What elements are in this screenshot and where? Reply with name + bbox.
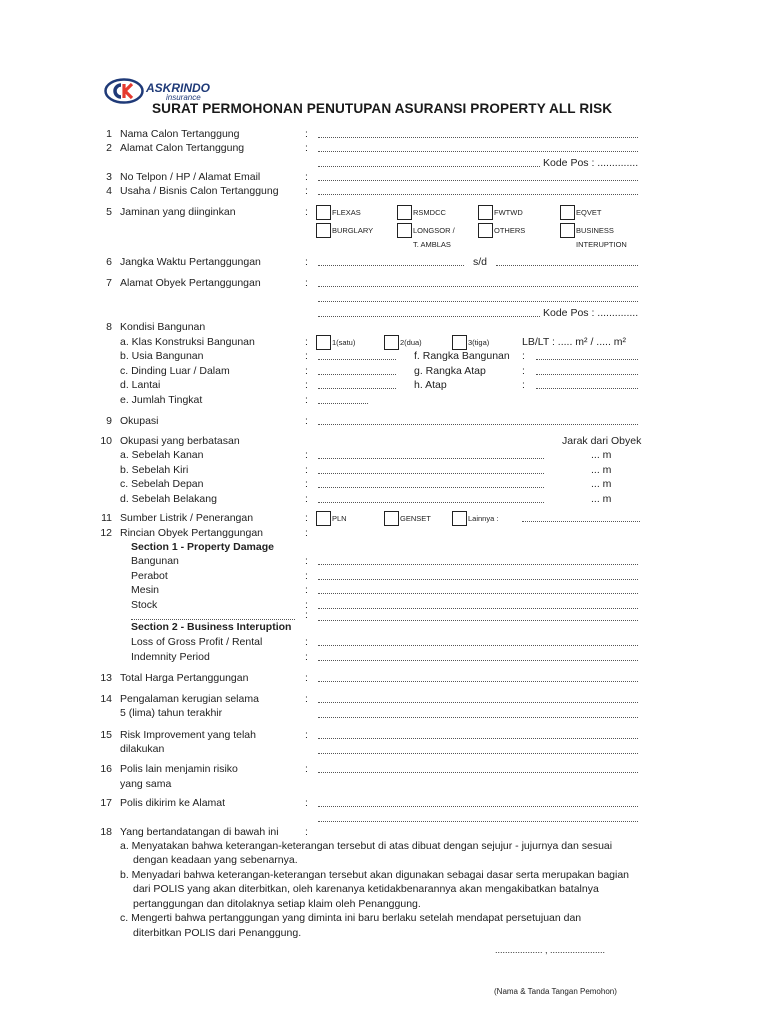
label-depan: c. Sebelah Depan <box>120 478 204 490</box>
label-rangka-atap: g. Rangka Atap <box>414 365 486 377</box>
atap-field[interactable] <box>536 388 638 389</box>
colon: : <box>305 365 308 377</box>
label-listrik: Sumber Listrik / Penerangan <box>120 512 254 524</box>
colon: : <box>305 636 308 648</box>
label-risk: Risk Improvement yang telah <box>120 729 256 741</box>
usaha-field[interactable] <box>318 194 638 195</box>
checkbox-others[interactable] <box>478 223 493 238</box>
checkbox-klas-2[interactable] <box>384 335 399 350</box>
label-pengalaman: Pengalaman kerugian selama <box>120 693 259 705</box>
perabot-field[interactable] <box>318 579 638 580</box>
checkbox-klas-1[interactable] <box>316 335 331 350</box>
lainnya-field[interactable] <box>522 521 640 522</box>
extra-field[interactable] <box>318 620 638 621</box>
label-kiri: b. Sebelah Kiri <box>120 464 189 476</box>
label-alamat-obyek: Alamat Obyek Pertanggungan <box>120 277 261 289</box>
rangka-atap-field[interactable] <box>536 374 638 375</box>
colon: : <box>305 826 308 838</box>
colon: : <box>305 379 308 391</box>
label-risk-2: dilakukan <box>120 743 165 755</box>
label-atap: h. Atap <box>414 379 447 391</box>
kodepos-label: Kode Pos : .............. <box>543 157 639 169</box>
label-dinding: c. Dinding Luar / Dalam <box>120 365 230 377</box>
option-klas-3: 3(tiga) <box>468 338 490 347</box>
colon: : <box>305 599 308 611</box>
colon: : <box>305 336 308 348</box>
section-1-title: Section 1 - Property Damage <box>131 541 274 553</box>
colon: : <box>305 478 308 490</box>
colon: : <box>305 609 308 621</box>
kodepos-label: Kode Pos : .............. <box>543 307 639 319</box>
item-number: 13 <box>100 672 112 684</box>
checkbox-pln[interactable] <box>316 511 331 526</box>
colon: : <box>305 142 308 154</box>
label-belakang: d. Sebelah Belakang <box>120 493 217 505</box>
meter-depan[interactable]: ... m <box>591 478 612 490</box>
item-number: 5 <box>106 206 112 218</box>
label-polis-dikirim: Polis dikirim ke Alamat <box>120 797 226 809</box>
checkbox-flexas[interactable] <box>316 205 331 220</box>
label-jaminan: Jaminan yang diinginkan <box>120 206 236 218</box>
bangunan-field[interactable] <box>318 564 638 565</box>
option-amblas: T. AMBLAS <box>413 240 451 249</box>
colon: : <box>305 185 308 197</box>
colon: : <box>305 797 308 809</box>
label-total: Total Harga Pertanggungan <box>120 672 249 684</box>
label-tingkat: e. Jumlah Tingkat <box>120 394 203 406</box>
item-number: 14 <box>100 693 112 705</box>
label-usia: b. Usia Bangunan <box>120 350 204 362</box>
label-pengalaman-2: 5 (lima) tahun terakhir <box>120 707 223 719</box>
checkbox-business[interactable] <box>560 223 575 238</box>
checkbox-genset[interactable] <box>384 511 399 526</box>
askrindo-logo-mark-icon <box>104 78 144 104</box>
item-number: 8 <box>106 321 112 333</box>
belakang-field[interactable] <box>318 502 544 503</box>
label-okupasi: Okupasi <box>120 415 159 427</box>
option-eqvet: EQVET <box>576 208 602 217</box>
okupasi-field[interactable] <box>318 424 638 425</box>
label-kondisi: Kondisi Bangunan <box>120 321 206 333</box>
label-kanan: a. Sebelah Kanan <box>120 449 204 461</box>
kanan-field[interactable] <box>318 458 544 459</box>
place-date-field[interactable]: ................... , ...................... <box>495 945 606 955</box>
colon: : <box>305 693 308 705</box>
meter-belakang[interactable]: ... m <box>591 493 612 505</box>
option-flexas: FLEXAS <box>332 208 361 217</box>
statement-b-line3: pertanggungan dan ditolaknya setiap klaim oleh Penanggung. <box>133 898 421 910</box>
colon: : <box>305 527 308 539</box>
brand-tagline: insurance <box>166 93 201 102</box>
telpon-field[interactable] <box>318 180 638 181</box>
option-klas-2: 2(dua) <box>400 338 422 347</box>
item-number: 9 <box>106 415 112 427</box>
label-usaha: Usaha / Bisnis Calon Tertanggung <box>120 185 279 197</box>
alamat-obyek-field[interactable] <box>318 286 638 287</box>
statement-a-line2: dengan keadaan yang sebenarnya. <box>133 854 298 866</box>
section-divider <box>131 619 295 620</box>
option-others: OTHERS <box>494 226 526 235</box>
label-rincian: Rincian Obyek Pertanggungan <box>120 527 264 539</box>
colon: : <box>305 449 308 461</box>
label-perabot: Perabot <box>131 570 168 582</box>
jangka-to-field[interactable] <box>496 265 638 266</box>
colon: : <box>305 584 308 596</box>
dinding-field[interactable] <box>318 374 396 375</box>
colon: : <box>305 171 308 183</box>
option-rsmdcc: RSMDCC <box>413 208 446 217</box>
statement-c-line1: c. Mengerti bahwa pertanggungan yang diminta ini baru berlaku setelah mendapat persetujuan dan <box>120 912 582 924</box>
item-number: 18 <box>100 826 112 838</box>
option-longsor: LONGSOR / <box>413 226 455 235</box>
item-number: 2 <box>106 142 112 154</box>
loss-gross-profit-field[interactable] <box>318 645 638 646</box>
colon: : <box>522 365 525 377</box>
statement-b-line1: b. Menyadari bahwa keterangan-keterangan tersebut akan digunakan sebagai dasar serta merupakan bagian <box>120 869 630 881</box>
statement-a-line1: a. Menyatakan bahwa keterangan-keterangan tersebut di atas dibuat dengan sejujur - jujurnya dan sesuai <box>120 840 613 852</box>
item-number: 12 <box>100 527 112 539</box>
lblt-field[interactable]: LB/LT : ..... m² / ..... m² <box>522 336 627 348</box>
polis-lain-field[interactable] <box>318 772 638 773</box>
pengalaman-field[interactable] <box>318 702 638 703</box>
item-number: 6 <box>106 256 112 268</box>
colon: : <box>305 651 308 663</box>
colon: : <box>522 350 525 362</box>
option-business: BUSINESS <box>576 226 614 235</box>
label-jarak: Jarak dari Obyek <box>562 435 642 447</box>
label-bangunan: Bangunan <box>131 555 179 567</box>
item-number: 1 <box>106 128 112 140</box>
label-alamat: Alamat Calon Tertanggung <box>120 142 245 154</box>
label-rangka-bangunan: f. Rangka Bangunan <box>414 350 510 362</box>
option-genset: GENSET <box>400 514 431 523</box>
tingkat-field[interactable] <box>318 403 368 404</box>
label-klas: a. Klas Konstruksi Bangunan <box>120 336 255 348</box>
checkbox-longsor[interactable] <box>397 223 412 238</box>
option-klas-1: 1(satu) <box>332 338 356 347</box>
polis-dikirim-field-2[interactable] <box>318 821 638 822</box>
depan-field[interactable] <box>318 487 544 488</box>
colon: : <box>305 256 308 268</box>
colon: : <box>305 415 308 427</box>
checkbox-eqvet[interactable] <box>560 205 575 220</box>
checkbox-fwtwd[interactable] <box>478 205 493 220</box>
label-polis-lain-2: yang sama <box>120 778 172 790</box>
label-polis-lain: Polis lain menjamin risiko <box>120 763 238 775</box>
option-pln: PLN <box>332 514 347 523</box>
checkbox-klas-3[interactable] <box>452 335 467 350</box>
label-mesin: Mesin <box>131 584 160 596</box>
polis-dikirim-field[interactable] <box>318 806 638 807</box>
option-burglary: BURGLARY <box>332 226 374 235</box>
colon: : <box>305 555 308 567</box>
alamat-obyek-field-2[interactable] <box>318 301 638 302</box>
option-lainnya: Lainnya : <box>468 514 499 523</box>
colon: : <box>305 277 308 289</box>
indemnity-field[interactable] <box>318 660 638 661</box>
item-number: 3 <box>106 171 112 183</box>
colon: : <box>305 729 308 741</box>
checkbox-burglary[interactable] <box>316 223 331 238</box>
item-number: 7 <box>106 277 112 289</box>
kiri-field[interactable] <box>318 473 544 474</box>
label-telpon: No Telpon / HP / Alamat Email <box>120 171 261 183</box>
section-2-title: Section 2 - Business Interuption <box>131 621 292 633</box>
alamat-obyek-field-3[interactable] <box>318 316 540 317</box>
form-title: SURAT PERMOHONAN PENUTUPAN ASURANSI PROPERTY ALL RISK <box>152 101 613 116</box>
colon: : <box>522 379 525 391</box>
item-number: 17 <box>100 797 112 809</box>
statement-c-line2: diterbitkan POLIS dari Penanggung. <box>133 927 302 939</box>
jangka-from-field[interactable] <box>318 265 464 266</box>
usia-field[interactable] <box>318 359 396 360</box>
label-bertandatangan: Yang bertandatangan di bawah ini <box>120 826 279 838</box>
mesin-field[interactable] <box>318 593 638 594</box>
label-loss-gross-profit: Loss of Gross Profit / Rental <box>131 636 263 648</box>
meter-kiri[interactable]: ... m <box>591 464 612 476</box>
stock-field[interactable] <box>318 608 638 609</box>
option-fwtwd: FWTWD <box>494 208 523 217</box>
colon: : <box>305 570 308 582</box>
label-stock: Stock <box>131 599 158 611</box>
item-number: 16 <box>100 763 112 775</box>
label-okupasi-berbatasan: Okupasi yang berbatasan <box>120 435 240 447</box>
brand-name: ASKRINDO <box>146 81 211 95</box>
lantai-field[interactable] <box>318 388 396 389</box>
nama-field[interactable] <box>318 137 638 138</box>
checkbox-lainnya[interactable] <box>452 511 467 526</box>
colon: : <box>305 464 308 476</box>
colon: : <box>305 493 308 505</box>
label-nama: Nama Calon Tertanggung <box>120 128 240 140</box>
meter-kanan[interactable]: ... m <box>591 449 612 461</box>
rangka-bangunan-field[interactable] <box>536 359 638 360</box>
statement-b-line2: dari POLIS yang akan diterbitkan, oleh karenanya ketidakbenarannya akan mengakibatkan batalnya <box>133 883 599 895</box>
option-interuption: INTERUPTION <box>576 240 627 249</box>
item-number: 11 <box>101 512 112 524</box>
checkbox-rsmdcc[interactable] <box>397 205 412 220</box>
pengalaman-field-2[interactable] <box>318 717 638 718</box>
colon: : <box>305 512 308 524</box>
item-number: 15 <box>100 729 112 741</box>
sd-label: s/d <box>473 256 488 268</box>
label-indemnity: Indemnity Period <box>131 651 210 663</box>
colon: : <box>305 206 308 218</box>
colon: : <box>305 763 308 775</box>
label-jangka: Jangka Waktu Pertanggungan <box>120 256 261 268</box>
total-field[interactable] <box>318 681 638 682</box>
label-lantai: d. Lantai <box>120 379 161 391</box>
risk-field[interactable] <box>318 738 638 739</box>
alamat-field-2[interactable] <box>318 166 540 167</box>
colon: : <box>305 394 308 406</box>
item-number: 4 <box>106 185 112 197</box>
colon: : <box>305 672 308 684</box>
item-number: 10 <box>100 435 112 447</box>
risk-field-2[interactable] <box>318 753 638 754</box>
alamat-field[interactable] <box>318 151 638 152</box>
signature-label: (Nama & Tanda Tangan Pemohon) <box>494 987 617 996</box>
colon: : <box>305 128 308 140</box>
colon: : <box>305 350 308 362</box>
